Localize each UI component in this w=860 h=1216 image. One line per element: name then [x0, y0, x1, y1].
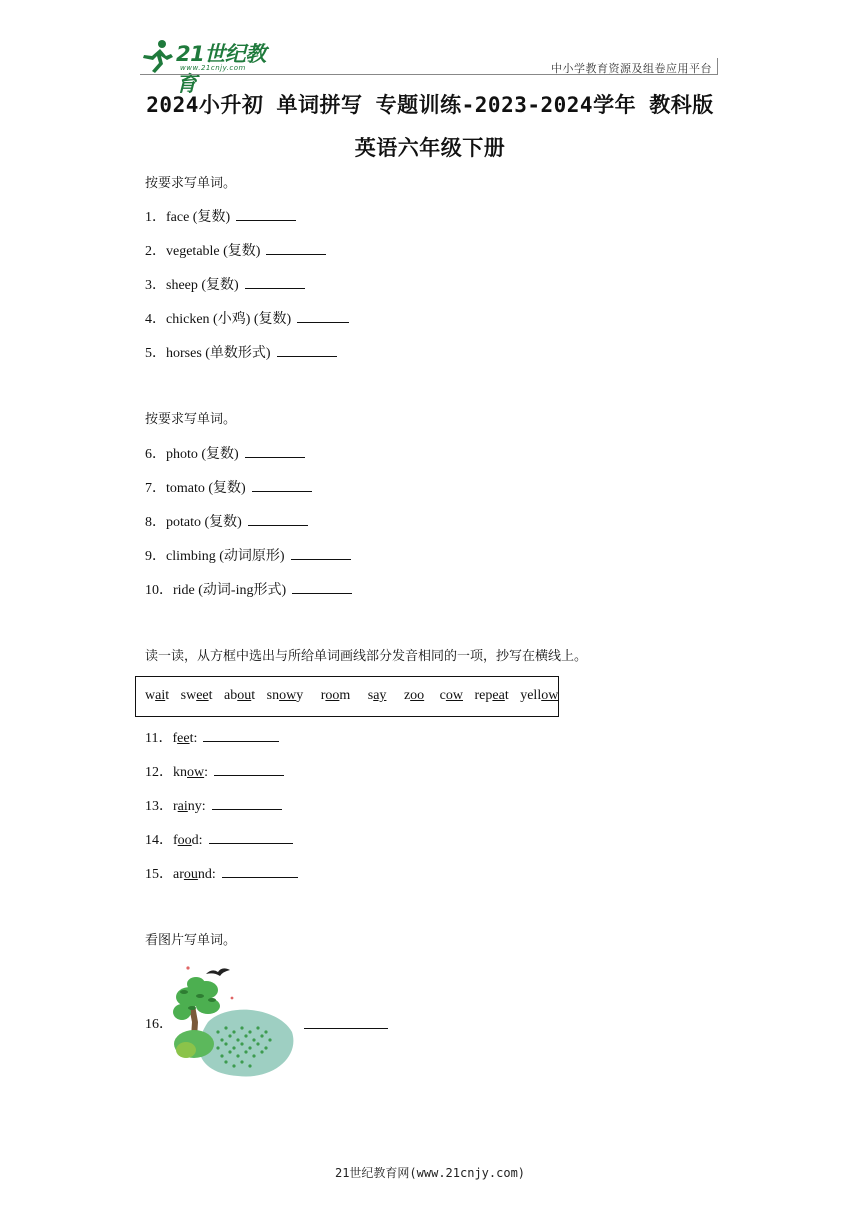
question-text: tomato (复数) [166, 481, 246, 496]
question-7 [145, 479, 312, 498]
platform-name: 中小学教育资源及组卷应用平台 [551, 62, 712, 75]
question-number: 12． [145, 765, 173, 780]
question-number: 1． [145, 210, 166, 225]
page-title: 2024小升初 单词拼写 专题训练-2023-2024学年 教科版 [146, 93, 714, 117]
box-word: snowy [266, 688, 304, 703]
answer-blank[interactable] [277, 344, 337, 357]
question-9 [145, 547, 351, 566]
question-text: horses (单数形式) [166, 346, 271, 361]
question-number: 9． [145, 549, 166, 564]
answer-blank[interactable] [248, 513, 308, 526]
section-instruction: 看图片写单词。 [145, 933, 237, 948]
header-divider [717, 58, 718, 74]
question-text: photo (复数) [166, 447, 239, 462]
answer-blank[interactable] [291, 547, 351, 560]
word-box-words [145, 688, 558, 704]
box-word: say [367, 688, 387, 703]
question-text: food: [173, 833, 203, 848]
question-number: 3． [145, 278, 166, 293]
question-number: 8． [145, 515, 166, 530]
logo [140, 36, 280, 96]
question-16-answer [304, 1016, 388, 1035]
page-subtitle: 英语六年级下册 [354, 136, 506, 160]
question-1 [145, 208, 296, 227]
question-number: 2． [145, 244, 166, 259]
answer-blank[interactable] [236, 208, 296, 221]
logo-text: 21世纪教育 [176, 42, 266, 96]
answer-blank[interactable] [203, 729, 279, 742]
answer-blank[interactable] [245, 276, 305, 289]
question-text: chicken (小鸡) (复数) [166, 312, 292, 327]
box-word: cow [439, 688, 463, 703]
question-number: 13． [145, 799, 173, 814]
question-text: potato (复数) [166, 515, 242, 530]
answer-blank[interactable] [212, 797, 282, 810]
box-word: repeat [474, 688, 509, 703]
question-text: vegetable (复数) [166, 244, 261, 259]
answer-blank[interactable] [209, 831, 293, 844]
answer-blank[interactable] [304, 1016, 388, 1029]
box-word: sweet [180, 688, 213, 703]
question-14 [145, 831, 293, 850]
question-2 [145, 242, 326, 261]
question-3 [145, 276, 305, 295]
box-word: about [224, 688, 256, 703]
runner-logo-icon [140, 38, 176, 74]
question-number: 4． [145, 312, 166, 327]
question-text: ride (动词-ing形式) [173, 583, 287, 598]
answer-blank[interactable] [266, 242, 326, 255]
answer-blank[interactable] [222, 865, 298, 878]
question-text: around: [173, 867, 216, 882]
section-instruction: 读一读，从方框中选出与所给单词画线部分发音相同的一项，抄写在横线上。 [145, 649, 588, 664]
answer-blank[interactable] [292, 581, 352, 594]
question-text: sheep (复数) [166, 278, 239, 293]
question-5 [145, 344, 337, 363]
question-text: rainy: [173, 799, 206, 814]
box-word: zoo [403, 688, 425, 703]
answer-blank[interactable] [214, 763, 284, 776]
question-6 [145, 445, 305, 464]
spring-scene-picture [168, 962, 298, 1082]
answer-blank[interactable] [252, 479, 312, 492]
question-15 [145, 865, 298, 884]
header-rule [140, 74, 718, 75]
answer-blank[interactable] [297, 310, 349, 323]
question-number: 16． [145, 1017, 173, 1032]
question-text: climbing (动词原形) [166, 549, 285, 564]
question-number: 14． [145, 833, 173, 848]
question-number: 10． [145, 583, 173, 598]
question-11 [145, 729, 279, 748]
question-number: 11． [145, 731, 173, 746]
section-instruction: 按要求写单词。 [145, 412, 237, 427]
question-text: face (复数) [166, 210, 231, 225]
question-12 [145, 763, 284, 782]
question-number: 5． [145, 346, 166, 361]
question-10 [145, 581, 352, 600]
question-number: 15． [145, 867, 173, 882]
question-4 [145, 310, 349, 329]
box-word: yellow [520, 688, 559, 703]
question-8 [145, 513, 308, 532]
logo-url: www.21cnjy.com [180, 64, 246, 72]
page-footer: 21世纪教育网(www.21cnjy.com) [334, 1166, 526, 1180]
box-word: room [320, 688, 351, 703]
question-13 [145, 797, 282, 816]
section-instruction: 按要求写单词。 [145, 176, 237, 191]
question-text: know: [173, 765, 209, 780]
question-number: 7． [145, 481, 166, 496]
answer-blank[interactable] [245, 445, 305, 458]
box-word: wait [145, 688, 170, 703]
question-text: feet: [172, 731, 198, 746]
question-number: 6． [145, 447, 166, 462]
page-header [140, 36, 718, 96]
